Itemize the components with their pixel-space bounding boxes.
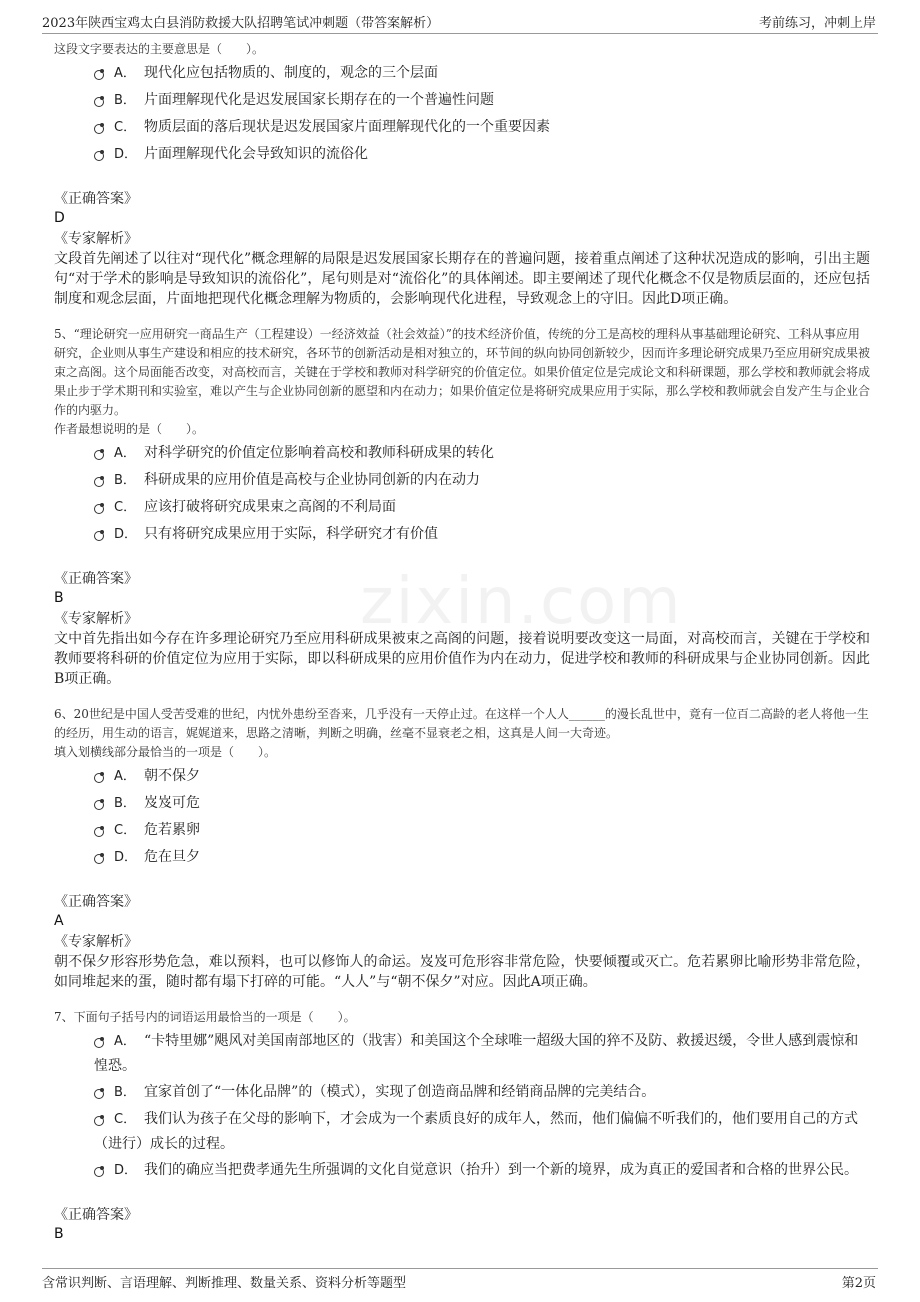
- document-title: 2023年陕西宝鸡太白县消防救援大队招聘笔试冲刺题（带答案解析）: [42, 16, 440, 31]
- explanation-text: 文中首先指出如今存在许多理论研究乃至应用科研成果被束之高阁的问题，接着说明要改变这一局面，对高校而言，关键在于学校和教师要将科研的价值定位为应用于实际，即以科研成果的应用价值作为内在动力，促进学校和教师的科研成果与企业协同创新。因此B项正确。: [54, 631, 870, 687]
- radio-icon[interactable]: [94, 97, 104, 107]
- header-divider: [42, 33, 878, 34]
- option-text: “卡特里娜”飓风对美国南部地区的（戕害）和美国这个全球唯一超级大国的猝不及防、救援迟缓，令世人感到震惊和惶恐。: [94, 1033, 859, 1074]
- explanation-label: 《专家解析》: [54, 934, 138, 950]
- answer-value: A: [54, 913, 64, 929]
- answer-label: 《正确答案》: [54, 571, 138, 587]
- option-letter: C．: [114, 500, 137, 515]
- question-prompt: 作者最想说明的是（ ）。: [54, 422, 205, 436]
- explanation-label: 《专家解析》: [54, 611, 138, 627]
- option-c[interactable]: [54, 115, 870, 140]
- option-b[interactable]: [54, 468, 870, 493]
- option-letter: D．: [114, 850, 138, 865]
- radio-icon[interactable]: [94, 504, 104, 514]
- option-a[interactable]: [54, 1029, 870, 1078]
- option-d[interactable]: [54, 142, 870, 167]
- option-d[interactable]: [54, 845, 870, 870]
- answer-label: 《正确答案》: [54, 191, 138, 207]
- question-prompt: 填入划横线部分最恰当的一项是（ ）。: [54, 745, 277, 759]
- option-text: 物质层面的落后现状是迟发展国家片面理解现代化的一个重要因素: [144, 119, 550, 135]
- page-header: [0, 0, 920, 34]
- option-letter: D．: [114, 147, 138, 162]
- option-text: 片面理解现代化会导致知识的流俗化: [144, 146, 368, 162]
- option-c[interactable]: [54, 495, 870, 520]
- radio-icon[interactable]: [94, 1089, 104, 1099]
- option-letter: A．: [114, 769, 136, 784]
- option-text: 我们的确应当把费孝通先生所强调的文化自觉意识（抬升）到一个新的境界，成为真正的爱国者和合格的世界公民。: [144, 1162, 858, 1178]
- option-letter: A．: [114, 446, 136, 461]
- question-6: [54, 705, 870, 992]
- option-d[interactable]: [54, 522, 870, 547]
- option-letter: B．: [114, 473, 136, 488]
- option-text: 岌岌可危: [144, 795, 200, 811]
- option-d[interactable]: [54, 1158, 870, 1183]
- answer-label: 《正确答案》: [54, 894, 138, 910]
- radio-icon[interactable]: [94, 1116, 104, 1126]
- option-text: 危在旦夕: [144, 849, 200, 865]
- question-stem: 6、20世纪是中国人受苦受难的世纪，内忧外患纷至沓来，几乎没有一天停止过。在这样一个人人______的漫长乱世中，竟有一位百二高龄的老人将他一生的经历，用生动的语言，娓娓道来，思路之清晰，判断之明确，丝毫不显衰老之相，这真是人间一大奇迹。: [54, 707, 869, 740]
- option-a[interactable]: [54, 61, 870, 86]
- header-slogan: 考前练习，冲刺上岸: [758, 16, 876, 31]
- option-text: 危若累卵: [144, 822, 200, 838]
- option-letter: B．: [114, 796, 136, 811]
- option-letter: C．: [114, 120, 137, 135]
- option-letter: C．: [114, 823, 137, 838]
- radio-icon[interactable]: [94, 1167, 104, 1177]
- option-text: 我们认为孩子在父母的影响下，才会成为一个素质良好的成年人，然而，他们偏偏不听我们的，他们要用自己的方式（进行）成长的过程。: [94, 1111, 858, 1152]
- option-letter: A．: [114, 66, 136, 81]
- option-a[interactable]: [54, 441, 870, 466]
- option-text: 对科学研究的价值定位影响着高校和教师科研成果的转化: [144, 445, 494, 461]
- answer-value: B: [54, 590, 64, 606]
- option-text: 只有将研究成果应用于实际，科学研究才有价值: [144, 526, 438, 542]
- radio-icon[interactable]: [94, 827, 104, 837]
- question-prompt: 这段文字要表达的主要意思是（ ）。: [54, 42, 265, 56]
- option-text: 朝不保夕: [144, 768, 200, 784]
- answer-value: D: [54, 210, 65, 226]
- radio-icon[interactable]: [94, 450, 104, 460]
- option-c[interactable]: [54, 818, 870, 843]
- page-number: 第2页: [841, 1276, 876, 1291]
- explanation-text: 文段首先阐述了以往对“现代化”概念理解的局限是迟发展国家长期存在的普遍问题，接着重点阐述了这种状况造成的影响，引出主题句“对于学术的影响是导致知识的流俗化”，尾句则是对“流俗化”的具体阐述。即主要阐述了现代化概念不仅是物质层面的，还应包括制度和观念层面，片面地把现代化概念理解为物质的，会影响现代化进程，导致观念上的守旧。因此D项正确。: [54, 251, 870, 307]
- question-stem: 5、“理论研究一应用研究一商品生产（工程建设）一经济效益（社会效益）”的技术经济价值，传统的分工是高校的理科从事基础理论研究、工科从事应用研究，企业则从事生产建设和相应的技术研究，各环节的创新活动是相对独立的，环节间的纵向协同创新较少，因而许多理论研究成果乃至应用研究成果被束之高阁。这个局面能否改变，对高校而言，关键在于学校和教师对科学研究的价值定位。如果价值定位是完成论文和科研课题，那么学校和教师就会将成果止步于学术期刊和实验室，难以产生与企业协同创新的愿望和内在动力；如果价值定位是将研究成果应用于实际，那么学校和教师就会自发产生与企业合作的内驱力。: [54, 327, 871, 417]
- page-footer: [0, 1268, 920, 1302]
- option-a[interactable]: [54, 764, 870, 789]
- radio-icon[interactable]: [94, 151, 104, 161]
- explanation-text: 朝不保夕形容形势危急，难以预料，也可以修饰人的命运。岌岌可危形容非常危险，快要倾覆或灭亡。危若累卵比喻形势非常危险，如同堆起来的蛋，随时都有塌下打碎的可能。“人人”与“朝不保夕”对应。因此A项正确。: [54, 954, 870, 990]
- option-letter: C．: [114, 1112, 137, 1127]
- option-list: [54, 441, 870, 547]
- explanation-label: 《专家解析》: [54, 231, 138, 247]
- radio-icon[interactable]: [94, 1038, 104, 1048]
- option-list: [54, 764, 870, 870]
- radio-icon[interactable]: [94, 773, 104, 783]
- option-text: 宜家首创了“一体化品牌”的（模式），实现了创造商品牌和经销商品牌的完美结合。: [144, 1084, 656, 1100]
- question-stem: 7、下面句子括号内的词语运用最恰当的一项是（ ）。: [54, 1010, 356, 1024]
- watermark: zixin.com: [360, 565, 683, 639]
- radio-icon[interactable]: [94, 800, 104, 810]
- footer-divider: [42, 1268, 878, 1269]
- question-4: [54, 40, 870, 309]
- footer-note: 含常识判断、言语理解、判断推理、数量关系、资料分析等题型: [42, 1276, 407, 1291]
- radio-icon[interactable]: [94, 854, 104, 864]
- question-5: [54, 325, 870, 689]
- option-list: [54, 61, 870, 167]
- option-letter: D．: [114, 1163, 138, 1178]
- option-list: [54, 1029, 870, 1183]
- option-b[interactable]: [54, 1080, 870, 1105]
- option-b[interactable]: [54, 791, 870, 816]
- option-letter: B．: [114, 1085, 136, 1100]
- option-letter: A．: [114, 1034, 136, 1049]
- radio-icon[interactable]: [94, 124, 104, 134]
- option-c[interactable]: [54, 1107, 870, 1156]
- option-b[interactable]: [54, 88, 870, 113]
- answer-value: B: [54, 1226, 64, 1242]
- option-letter: B．: [114, 93, 136, 108]
- radio-icon[interactable]: [94, 477, 104, 487]
- option-letter: D．: [114, 527, 138, 542]
- option-text: 应该打破将研究成果束之高阁的不利局面: [144, 499, 396, 515]
- option-text: 科研成果的应用价值是高校与企业协同创新的内在动力: [144, 472, 480, 488]
- radio-icon[interactable]: [94, 531, 104, 541]
- option-text: 片面理解现代化是迟发展国家长期存在的一个普遍性问题: [144, 92, 494, 108]
- question-7: [54, 1008, 870, 1243]
- option-text: 现代化应包括物质的、制度的，观念的三个层面: [144, 65, 438, 81]
- page-content: [54, 40, 870, 1243]
- answer-label: 《正确答案》: [54, 1207, 138, 1223]
- radio-icon[interactable]: [94, 70, 104, 80]
